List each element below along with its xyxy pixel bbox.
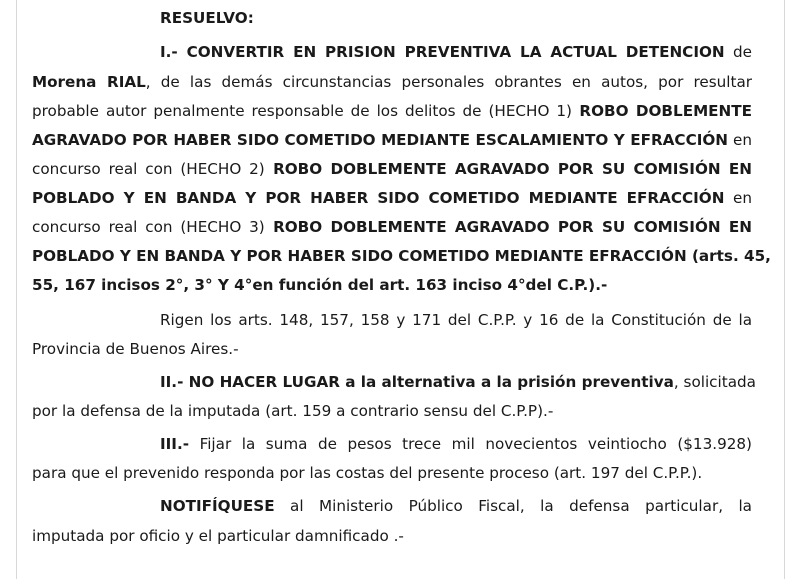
item1-line-4: AGRAVADO POR HABER SIDO COMETIDO MEDIANTE ESCALAMIENTO Y EFRACCIÓN en [32, 131, 752, 149]
item2-line-2: por la defensa de la imputada (art. 159 a contrario sensu del C.P.P).- [32, 402, 554, 420]
item3-line-2: para que el prevenido responda por las costas del presente proceso (art. 197 del C.P.P.). [32, 464, 703, 482]
item1-line-2: Morena RIAL, de las demás circunstancias personales obrantes en autos, por resultar [32, 73, 752, 91]
notify-keyword: NOTIFÍQUESE [160, 497, 275, 515]
rigen-line-2: Provincia de Buenos Aires.- [32, 340, 239, 358]
item1-line-8: POBLADO Y EN BANDA Y POR HABER SIDO COMETIDO MEDIANTE EFRACCIÓN (arts. 45, [32, 247, 771, 265]
defendant-name: Morena RIAL [32, 73, 146, 91]
item1-line-6: POBLADO Y EN BANDA Y POR HABER SIDO COMETIDO MEDIANTE EFRACCIÓN en [32, 189, 752, 207]
item2-title: II.- NO HACER LUGAR a la alternativa a la prisión preventiva [160, 373, 674, 391]
item1-line-3: probable autor penalmente responsable de los delitos de (HECHO 1) ROBO DOBLEMENTE [32, 102, 752, 120]
rigen-line-1: Rigen los arts. 148, 157, 158 y 171 del C.P.P. y 16 de la Constitución de la [160, 311, 752, 329]
page-right-border [784, 0, 785, 579]
resolution-heading: RESUELVO: [160, 9, 254, 27]
item2-line-1: II.- NO HACER LUGAR a la alternativa a la prisión preventiva, solicitada [160, 373, 756, 391]
notif-line-2: imputada por oficio y el particular damnificado .- [32, 527, 404, 545]
item3-title: III.- [160, 435, 190, 453]
item1-title: I.- CONVERTIR EN PRISION PREVENTIVA LA ACTUAL DETENCION [160, 43, 725, 61]
item1-line-5: concurso real con (HECHO 2) ROBO DOBLEMENTE AGRAVADO POR SU COMISIÓN EN [32, 160, 752, 178]
item1-line-1: I.- CONVERTIR EN PRISION PREVENTIVA LA ACTUAL DETENCION de [160, 43, 753, 61]
item1-line-9: 55, 167 incisos 2°, 3° Y 4°en función del art. 163 inciso 4°del C.P.).- [32, 276, 608, 294]
page-left-border [16, 0, 17, 579]
item3-line-1: III.- Fijar la suma de pesos trece mil novecientos veintiocho ($13.928) [160, 435, 752, 453]
item1-line-7: concurso real con (HECHO 3) ROBO DOBLEMENTE AGRAVADO POR SU COMISIÓN EN [32, 218, 752, 236]
notif-line-1: NOTIFÍQUESE al Ministerio Público Fiscal, la defensa particular, la [160, 497, 752, 515]
